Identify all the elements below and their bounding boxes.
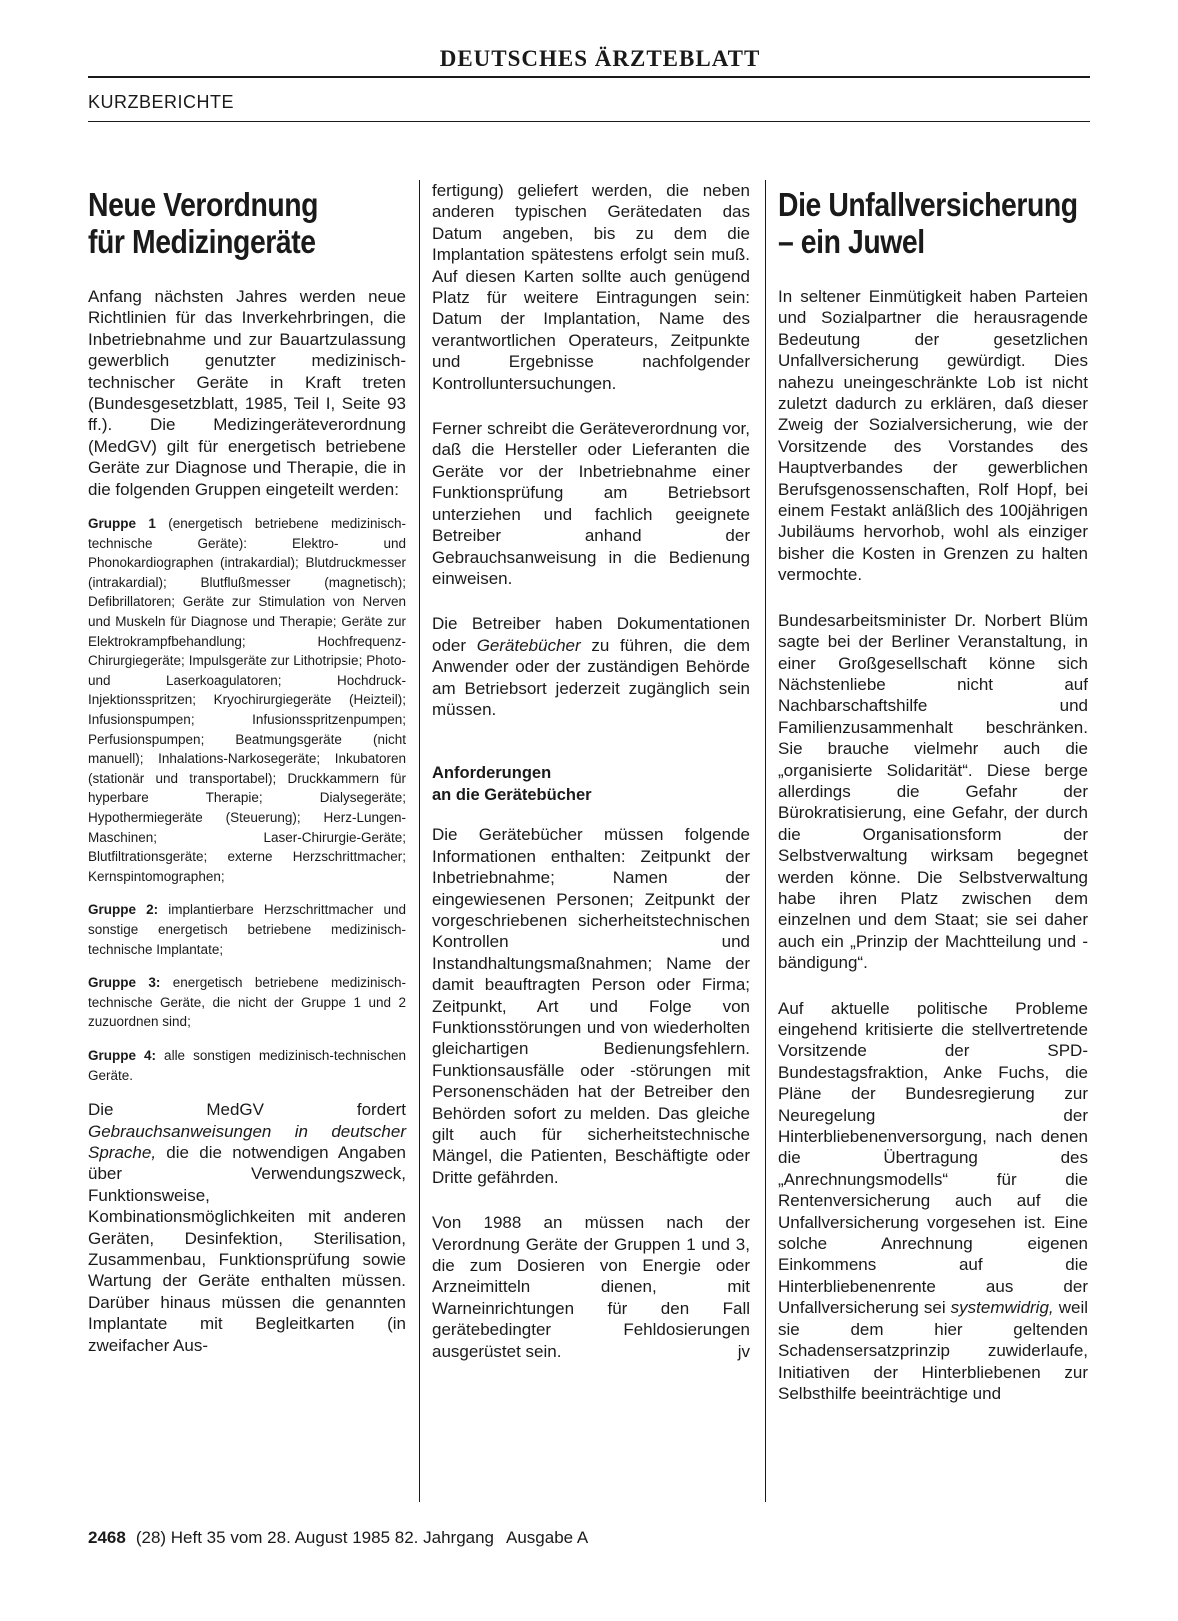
article-unfallversicherung: [778, 186, 1088, 1404]
section-label: KURZBERICHTE: [88, 92, 235, 112]
page-number: 2468: [88, 1528, 126, 1547]
article-1-headline: [88, 186, 405, 260]
article-2-paragraph-2: Bundesarbeitsminister Dr. Norbert Blüm sagte bei der Berliner Veranstaltung, in einer Großgesellschaft könne sich Nächstenliebe nicht auf Nachbarschaftshilfe und Familienzusammenhalt beschränken. Sie brauche vielmehr auch die „organisierte Solidarität“. Diese berge allerdings die Gefahr der Bürokratisierung, eine Gefahr, der durch die Organisationsform der Selbstverwaltung wirksam begegnet werden könne. Die Selbstverwaltung habe ihren Platz zwischen dem einzelnen und dem Staat; sie sei daher auch ein „Prinzip der Machtteilung und -bändigung“.: [778, 610, 1088, 973]
author-initials: jv: [737, 1341, 750, 1361]
masthead-rule: [88, 76, 1090, 78]
gruppe-3-text: Gruppe 3: energetisch betriebene medizinisch-technische Geräte, die nicht der Gruppe 1 und 2 zuzuordnen sind;: [88, 975, 406, 1030]
issue-info: (28) Heft 35 vom 28. August 1985 82. Jahrgang: [135, 1528, 495, 1547]
article-2-headline-line-1: Die Unfallversicherung: [778, 186, 1078, 223]
gruppe-2-text: Gruppe 2: implantierbare Herzschrittmacher und sonstige energetisch betriebene medizinisch-technische Implantate;: [88, 902, 406, 957]
article-1-paragraph-6: Die Gerätebücher müssen folgende Informationen enthalten: Zeitpunkt der Inbetriebnahme; Namen der eingewiesenen Personen; Zeitpunkt der vorgeschriebenen sicherheitstechnischen Kontrollen und Instandhaltungsmaßnahmen; Name der damit beauftragten Person oder Firma; Zeitpunkt, Art und Folge von Funktionsstörungen und von wiederholten gleichartigen Bedienungsfehlern. Funktionsausfälle oder -störungen mit Personenschäden hat der Betreiber den Behörden sofort zu melden. Das gleiche gilt auch für sicherheitstechnische Mängel, die Patienten, Beschäftigte oder Dritte gefährden.: [432, 825, 750, 1187]
gruppe-2-label: Gruppe 2:: [88, 902, 159, 918]
article-medizingeraete-column-2: [432, 180, 750, 1362]
section-rule: [88, 121, 1090, 122]
article-1-paragraph-3: fertigung) geliefert werden, die neben anderen typischen Gerätedaten das Datum angeben, bis zu dem die Implantation spätestens erfolgt sein muß. Auf diesen Karten sollte auch genügend Platz für weitere Eintragungen sein: Datum der Implantation, Name des verantwortlichen Operateurs, Zeitpunkte und Ergebnisse nachfolgender Kontrolluntersuchungen.: [432, 181, 750, 393]
subheading-geraetebuecher: Anforderungen an die Gerätebücher: [432, 764, 592, 805]
article-2-paragraph-3: Auf aktuelle politische Probleme eingehend kritisierte die stellvertretende Vorsitzende der SPD-Bundestagsfraktion, Anke Fuchs, die Pläne der Bundesregierung zur Neuregelung der Hinterbliebenenversorgung, nach denen die Übertragung des „Anrechnungsmodells“ für die Rentenversicherung auch auf die Unfallversicherung vorgesehen ist. Eine solche Anrechnung eigenen Einkommens auf die Hinterbliebenenrente aus der Unfallversicherung sei systemwidrig, weil sie dem hier geltenden Schadensersatzprinzip zuwiderlaufe, Initiativen der Hinterbliebenen zur Selbsthilfe beeinträchtige und: [778, 998, 1088, 1403]
article-1-paragraph-1: Anfang nächsten Jahres werden neue Richtlinien für das Inverkehrbringen, die Inbetriebnahme und zur Bauartzulassung gewerblich genutzter medizinisch-technischer Geräte in Kraft treten (Bundesgesetzblatt, 1985, Teil I, Seite 93 ff.). Die Medizingeräteverordnung (MedGV) gilt für energetisch betriebene Geräte zur Diagnose und Therapie, die in die folgenden Gruppen eingeteilt werden:: [88, 287, 406, 499]
gruppe-4-label: Gruppe 4:: [88, 1047, 157, 1063]
article-2-headline: [778, 186, 1087, 260]
article-1-headline-line-2: für Medizingeräte: [88, 223, 316, 260]
article-2-headline-line-2: – ein Juwel: [778, 223, 925, 260]
column-divider-1: [419, 180, 420, 1502]
article-medizingeraete-column-1: [88, 186, 406, 1356]
article-2-paragraph-1: In seltener Einmütigkeit haben Parteien und Sozialpartner die herausragende Bedeutung der gesetzlichen Unfallversicherung gewürdigt. Dies nahezu uneingeschränkte Lob ist nicht zuletzt dadurch zu erklären, daß dieser Zweig der Sozialversicherung, wie der Vorsitzende des Vorstandes des Hauptverbandes der gewerblichen Berufsgenossenschaften, Rolf Hopf, bei einem Festakt anläßlich des 100jährigen Jubiläums hervorhob, wohl als einziger bisher die Kosten in Grenzen zu halten vermochte.: [778, 287, 1088, 585]
gruppe-3-label: Gruppe 3:: [88, 975, 161, 991]
page-footer: [88, 1528, 588, 1548]
article-1-paragraph-2: Die MedGV fordert Gebrauchsanweisungen in deutscher Sprache, die die notwendigen Angaben über Verwendungszweck, Funktionsweise, Kombinationsmöglichkeiten mit anderen Geräten, Desinfektion, Sterilisation, Zusammenbau, Funktionsprüfung sowie Wartung der Geräte enthalten müssen. Darüber hinaus müssen die genannten Implantate mit Begleitkarten (in zweifacher Aus-: [88, 1100, 406, 1355]
column-divider-2: [765, 180, 766, 1502]
article-1-paragraph-7: Von 1988 an müssen nach der Verordnung Geräte der Gruppen 1 und 3, die zum Dosieren von Energie oder Arzneimitteln dienen, mit Warneinrichtungen für den Fall gerätebedingter Fehldosierungen ausgerüstet sein. jv: [432, 1213, 750, 1361]
gruppe-4-text: Gruppe 4: alle sonstigen medizinisch-technischen Geräte.: [88, 1047, 406, 1083]
edition-label: Ausgabe A: [506, 1528, 589, 1547]
gruppe-1-text: Gruppe 1 (energetisch betriebene medizinisch-technische Geräte): Elektro- und Phonokardiographen (intrakardial); Blutdruckmesser (intrakardial); Blutflußmesser (magnetisch); Defibrillatoren; Geräte zur Stimulation von Nerven und Muskeln für Diagnose und Therapie; Geräte zur Elektrokrampfbehandlung; Hochfrequenz-Chirurgiegeräte; Impulsgeräte zur Lithotripsie; Photo- und Laserkoagulatoren; Hochdruck-Injektionsspritzen; Kryochirurgiegeräte (Heizteil); Infusionspumpen; Infusionsspritzenpumpen; Perfusionspumpen; Beatmungsgeräte (nicht manuell); Inhalations-Narkosegeräte; Inkubatoren (stationär und transportabel); Druckkammern für hyperbare Therapie; Dialysegeräte; Hypothermiegeräte (Steuerung); Herz-Lungen-Maschinen; Laser-Chirurgie-Geräte; Blutfiltrationsgeräte; externe Herzschrittmacher; Kernspintomographen;: [88, 516, 406, 884]
article-1-paragraph-4: Ferner schreibt die Geräteverordnung vor, daß die Hersteller oder Lieferanten die Geräte vor der Inbetriebnahme einer Funktionsprüfung am Betriebsort unterziehen und fachlich geeignete Betreiber anhand der Gebrauchsanweisung in die Bedienung einweisen.: [432, 419, 750, 588]
article-1-paragraph-5: Die Betreiber haben Dokumentationen oder Gerätebücher zu führen, die dem Anwender oder der zuständigen Behörde am Betriebsort jederzeit zugänglich sein müssen.: [432, 614, 750, 719]
masthead: DEUTSCHES ÄRZTEBLATT: [439, 46, 761, 71]
article-1-headline-line-1: Neue Verordnung: [88, 186, 319, 223]
gruppe-1-label: Gruppe 1: [88, 516, 156, 532]
